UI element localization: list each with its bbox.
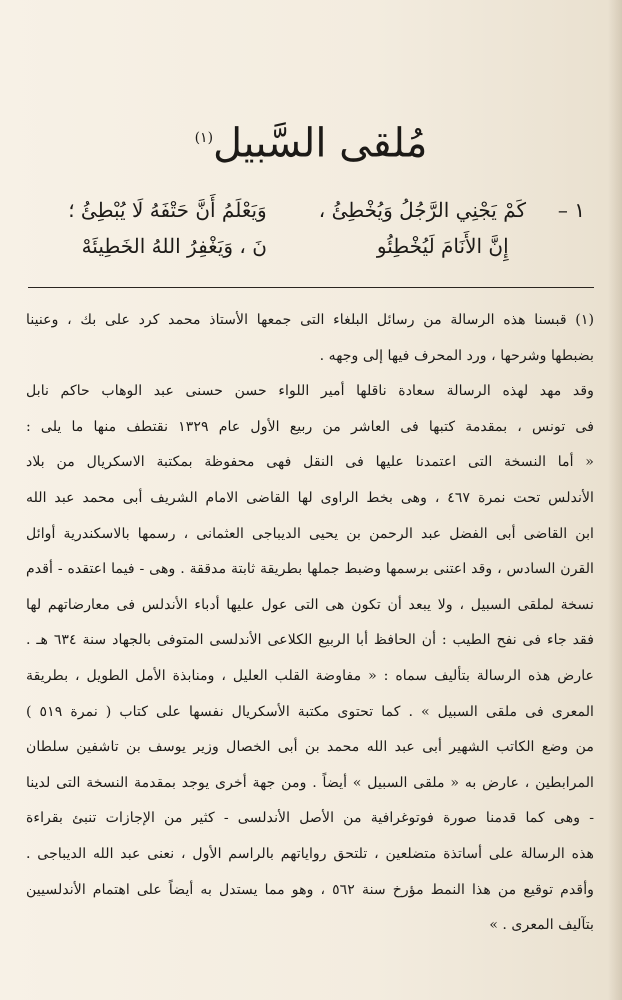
text-line: فقد جاء فى نفح الطيب : أن الحافظ أبا الربيع الكلاعى الأندلسى المتوفى بالجهاد سنة ٦٣٤ هـ . (26, 632, 594, 649)
verse-second-hemistich: وَيَعْلَمُ أَنَّ حَتْفَهُ لَا يُبْطِئُ ؛ (68, 198, 267, 222)
text-line: وقد مهد لهذه الرسالة سعادة ناقلها أمير اللواء حسن حسنى عبد الوهاب حاكم نابل (26, 383, 594, 400)
verse-second-hemistich: نَ ، وَيَغْفِرُ اللهُ الخَطِيئَهْ (81, 234, 267, 258)
title-footnote-mark: (١) (194, 130, 214, 146)
text-line: (١) قبسنا هذه الرسالة من رسائل البلغاء التى جمعها الأستاذ محمد كرد على بك ، وعنينا (26, 312, 594, 328)
verse-first-hemistich: إِنَّ الأَنَامَ لَيُخْطِئُو (376, 234, 509, 258)
poem-verse-2 (40, 234, 585, 268)
text-line: وأقدم توقيع من هذا النمط مؤرخ سنة ٥٦٢ ، وهو مما يستدل به أيضاً على اهتمام الأندلسيين (26, 881, 594, 898)
page-title (0, 110, 622, 171)
footnote-paragraph-1 (26, 303, 594, 374)
text-line: فى تونس ، بمقدمة كتبها فى العاشر من ربيع الأول عام ١٣٢٩ نقتطف منها ما يلى : (26, 418, 594, 435)
text-line: الأندلس تحت نمرة ٤٦٧ ، وهى بخط الراوى لها القاضى الامام الشريف أبى محمد عبد الله (26, 489, 594, 506)
text-line: عارض هذه الرسالة بتأليف سماه : « مفاوضة القلب العليل ، ومنابذة الأمل الطويل ، بطريقة (26, 667, 594, 684)
text-line: بتآليف المعرى . » (489, 917, 594, 934)
text-line: بضبطها وشرحها ، ورد المحرف فيها إلى وجهه . (319, 347, 594, 364)
text-line: - وهى كما قدمنا صورة فوتوغرافية من الأصل الأندلسى - كثير من الإجازات تنبئ بقراءة (26, 810, 594, 827)
poem-verse-1 (40, 198, 585, 232)
text-line: هذه الرسالة على أساتذة متضلعين ، تلتحق رواياتهم بالراسم الأول ، نعنى عبد الله الديباجى . (26, 845, 594, 862)
verse-first-hemistich: كَمْ يَجْنِي الرَّجُلُ وَيُخْطِئُ ، (318, 198, 527, 222)
text-line: « أما النسخة التى اعتمدنا عليها فى النقل فهى محفوظة بمكتبة الاسكريال من بلاد (26, 454, 594, 471)
footnotes (26, 303, 594, 944)
footnote-divider (28, 287, 594, 288)
text-line: من وضع الكاتب الشهير أبى عبد الله محمد بن أبى الخصال وزير يوسف بن تاشفين سلطان (26, 739, 594, 756)
text-line: ابن القاضى أبى الفضل عبد الرحمن بن يحيى الديباجى العثمانى ، رسمها بالاسكندرية أوائل (26, 525, 594, 542)
text-line: المرابطين ، عارض به « ملقى السبيل » أيضاً . ومن جهة أخرى يوجد بمقدمة النسخة التى لدينا (26, 774, 594, 791)
title-text: مُلقى السَّبيل (213, 120, 428, 167)
footnote-paragraph-2 (26, 374, 594, 944)
text-line: نسخة لملقى السبيل ، ولا يبعد أن تكون هى التى عول عليها أدباء الأندلس فى معارضاتهم لها (26, 596, 594, 613)
text-line: المعرى فى ملقى السبيل » . كما تحتوى مكتبة الأسكريال نفسها على كتاب ( نمرة ٥١٩ ) (26, 703, 594, 720)
verse-number: ١ – (557, 198, 585, 222)
text-line: القرن السادس ، وقد اعتنى برسمها وضبط جملها بطريقة ثابتة مدققة . وهى - فيما اعتقده - أقدم (26, 561, 594, 578)
